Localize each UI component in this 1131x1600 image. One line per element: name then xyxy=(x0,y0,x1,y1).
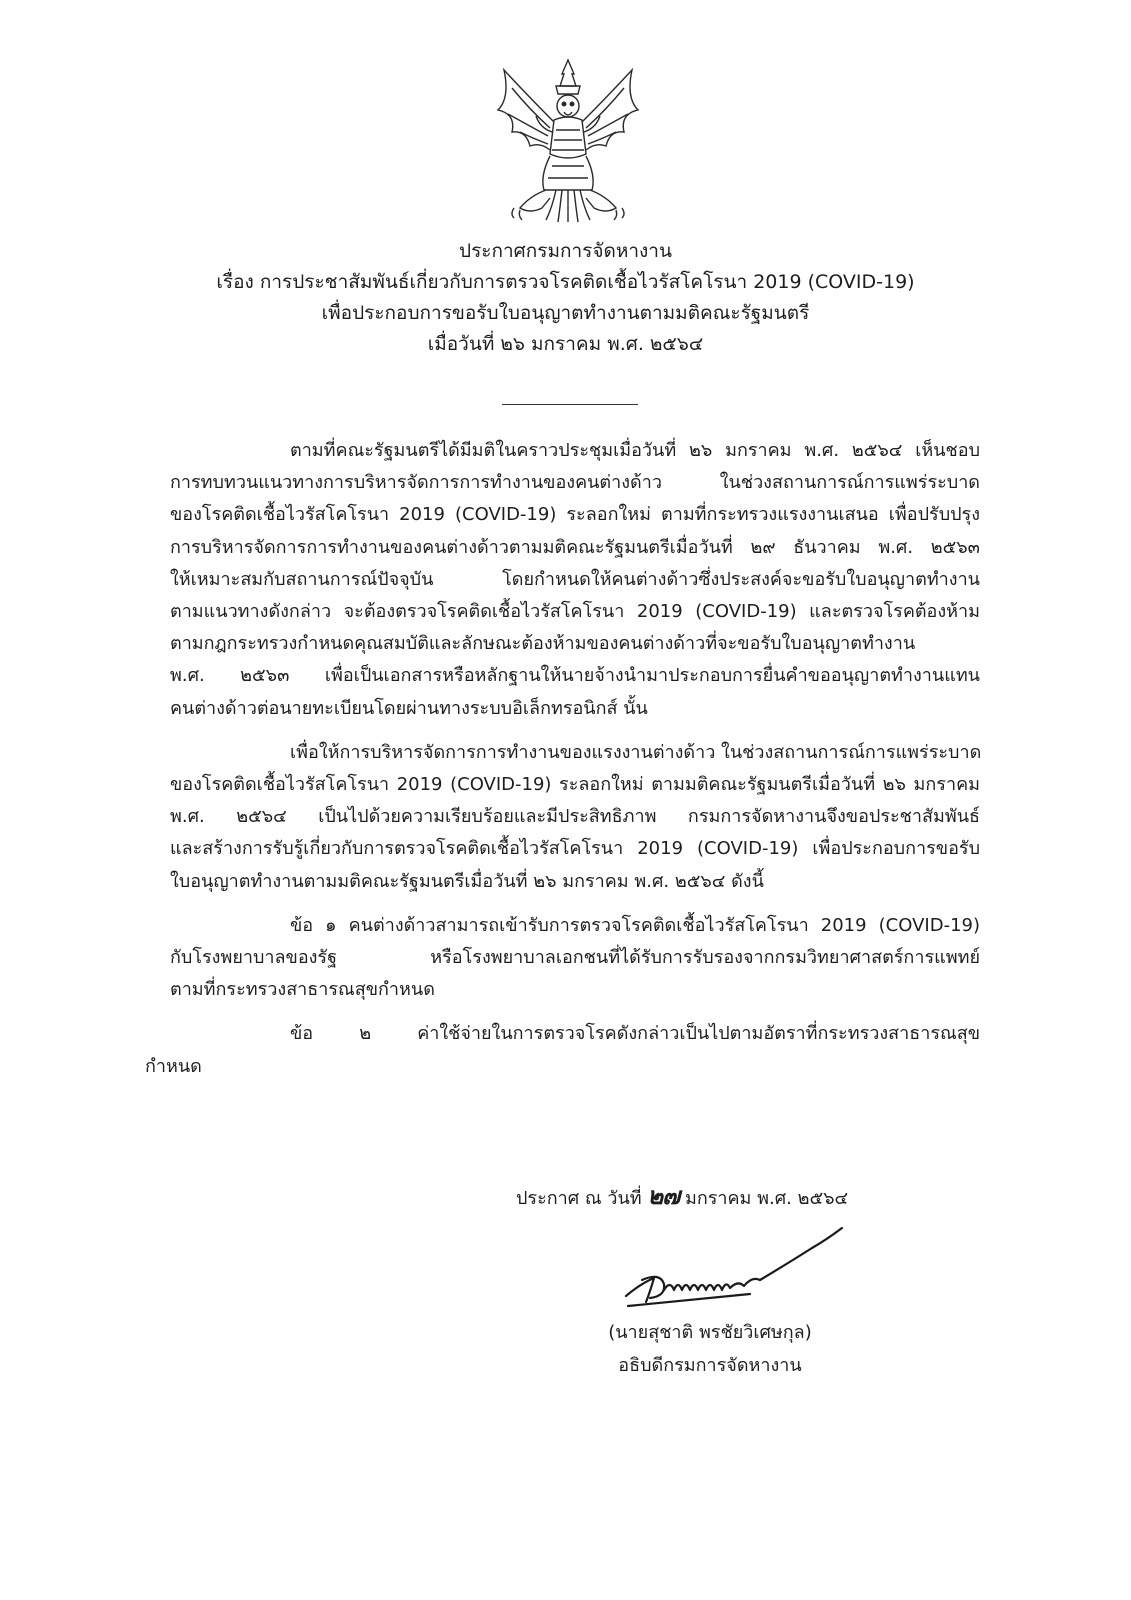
paragraph-2 xyxy=(170,737,980,898)
text-line: กับโรงพยาบาลของรัฐ หรือโรงพยาบาลเอกชนที่ได้รับการรับรองจากกรมวิทยาศาสตร์การแพทย์ xyxy=(170,947,980,969)
text-line: การบริหารจัดการการทำงานของคนต่างด้าวตามมติคณะรัฐมนตรีเมื่อวันที่ ๒๙ ธันวาคม พ.ศ. ๒๕๖๓ xyxy=(170,536,980,558)
text-line: กำหนด xyxy=(145,1055,202,1077)
text-line: คนต่างด้าวต่อนายทะเบียนโดยผ่านทางระบบอิเล็กทรอนิกส์ นั้น xyxy=(170,697,648,719)
heading-divider xyxy=(502,404,638,405)
announcement-body xyxy=(145,435,982,1095)
heading-issuer: ประกาศกรมการจัดหางาน xyxy=(459,240,672,262)
text-line: ของโรคติดเชื้อไวรัสโคโรนา 2019 (COVID-19) ระลอกใหม่ ตามมติคณะรัฐมนตรีเมื่อวันที่ ๒๖ มกราคม xyxy=(170,774,980,796)
paragraph-1 xyxy=(170,435,980,725)
handwritten-day: ๒๗ xyxy=(647,1182,680,1210)
text-line: ตามที่คณะรัฐมนตรีได้มีมติในคราวประชุมเมื่อวันที่ ๒๖ มกราคม พ.ศ. ๒๕๖๔ เห็นชอบ xyxy=(290,440,980,461)
date-prefix: ประกาศ ณ วันที่ xyxy=(516,1188,642,1209)
text-line: เพื่อให้การบริหารจัดการการทำงานของแรงงานต่างด้าว ในช่วงสถานการณ์การแพร่ระบาด xyxy=(290,741,982,763)
text-line: ข้อ ๑ คนต่างด้าวสามารถเข้ารับการตรวจโรคติดเชื้อไวรัสโคโรนา 2019 (COVID-19) xyxy=(290,914,980,936)
item-1 xyxy=(170,910,980,1007)
signer-name: (นายสุชาติ พรชัยวิเศษกุล) xyxy=(608,1322,812,1343)
announcement-heading xyxy=(150,236,981,360)
item-2 xyxy=(145,1018,980,1082)
text-line: ใบอนุญาตทำงานตามมติคณะรัฐมนตรีเมื่อวันที่ ๒๖ มกราคม พ.ศ. ๒๕๖๔ ดังนี้ xyxy=(170,870,764,892)
signature-icon xyxy=(620,1218,850,1318)
text-line: พ.ศ. ๒๕๖๔ เป็นไปด้วยความเรียบร้อยและมีประสิทธิภาพ กรมการจัดหางานจึงขอประชาสัมพันธ์ xyxy=(170,806,980,828)
text-line: ให้เหมาะสมกับสถานการณ์ปัจจุบัน โดยกำหนดให้คนต่างด้าวซึ่งประสงค์จะขอรับใบอนุญาตทำงาน xyxy=(170,568,980,590)
heading-date: เมื่อวันที่ ๒๖ มกราคม พ.ศ. ๒๕๖๔ xyxy=(427,333,704,355)
text-line: การทบทวนแนวทางการบริหารจัดการการทำงานของคนต่างด้าว ในช่วงสถานการณ์การแพร่ระบาด xyxy=(170,472,980,494)
announcement-date xyxy=(516,1180,848,1215)
garuda-emblem-icon xyxy=(490,58,646,224)
text-line: ข้อ ๒ ค่าใช้จ่ายในการตรวจโรคดังกล่าวเป็นไปตามอัตราที่กระทรวงสาธารณสุข xyxy=(290,1023,980,1045)
text-line: และสร้างการรับรู้เกี่ยวกับการตรวจโรคติดเชื้อไวรัสโคโรนา 2019 (COVID-19) เพื่อประกอบการขอรับ xyxy=(170,838,980,860)
heading-purpose: เพื่อประกอบการขอรับใบอนุญาตทำงานตามมติคณะรัฐมนตรี xyxy=(321,302,810,324)
text-line: ตามกฎกระทรวงกำหนดคุณสมบัติและลักษณะต้องห้ามของคนต่างด้าวที่จะขอรับใบอนุญาตทำงาน xyxy=(170,633,916,655)
text-line: ตามที่กระทรวงสาธารณสุขกำหนด xyxy=(170,979,435,1001)
text-line: ของโรคติดเชื้อไวรัสโคโรนา 2019 (COVID-19) ระลอกใหม่ ตามที่กระทรวงแรงงานเสนอ เพื่อปรับปรุง xyxy=(170,504,980,526)
text-line: ตามแนวทางดังกล่าว จะต้องตรวจโรคติดเชื้อไวรัสโคโรนา 2019 (COVID-19) และตรวจโรคต้องห้าม xyxy=(170,601,980,623)
heading-subject: เรื่อง การประชาสัมพันธ์เกี่ยวกับการตรวจโรคติดเชื้อไวรัสโคโรนา 2019 (COVID-19) xyxy=(216,271,915,293)
signer-position: อธิบดีกรมการจัดหางาน xyxy=(618,1355,802,1376)
text-line: พ.ศ. ๒๕๖๓ เพื่อเป็นเอกสารหรือหลักฐานให้นายจ้างนำมาประกอบการยื่นคำขออนุญาตทำงานแทน xyxy=(170,665,980,687)
date-suffix: มกราคม พ.ศ. ๒๕๖๔ xyxy=(684,1188,849,1209)
signer-block xyxy=(560,1316,860,1382)
